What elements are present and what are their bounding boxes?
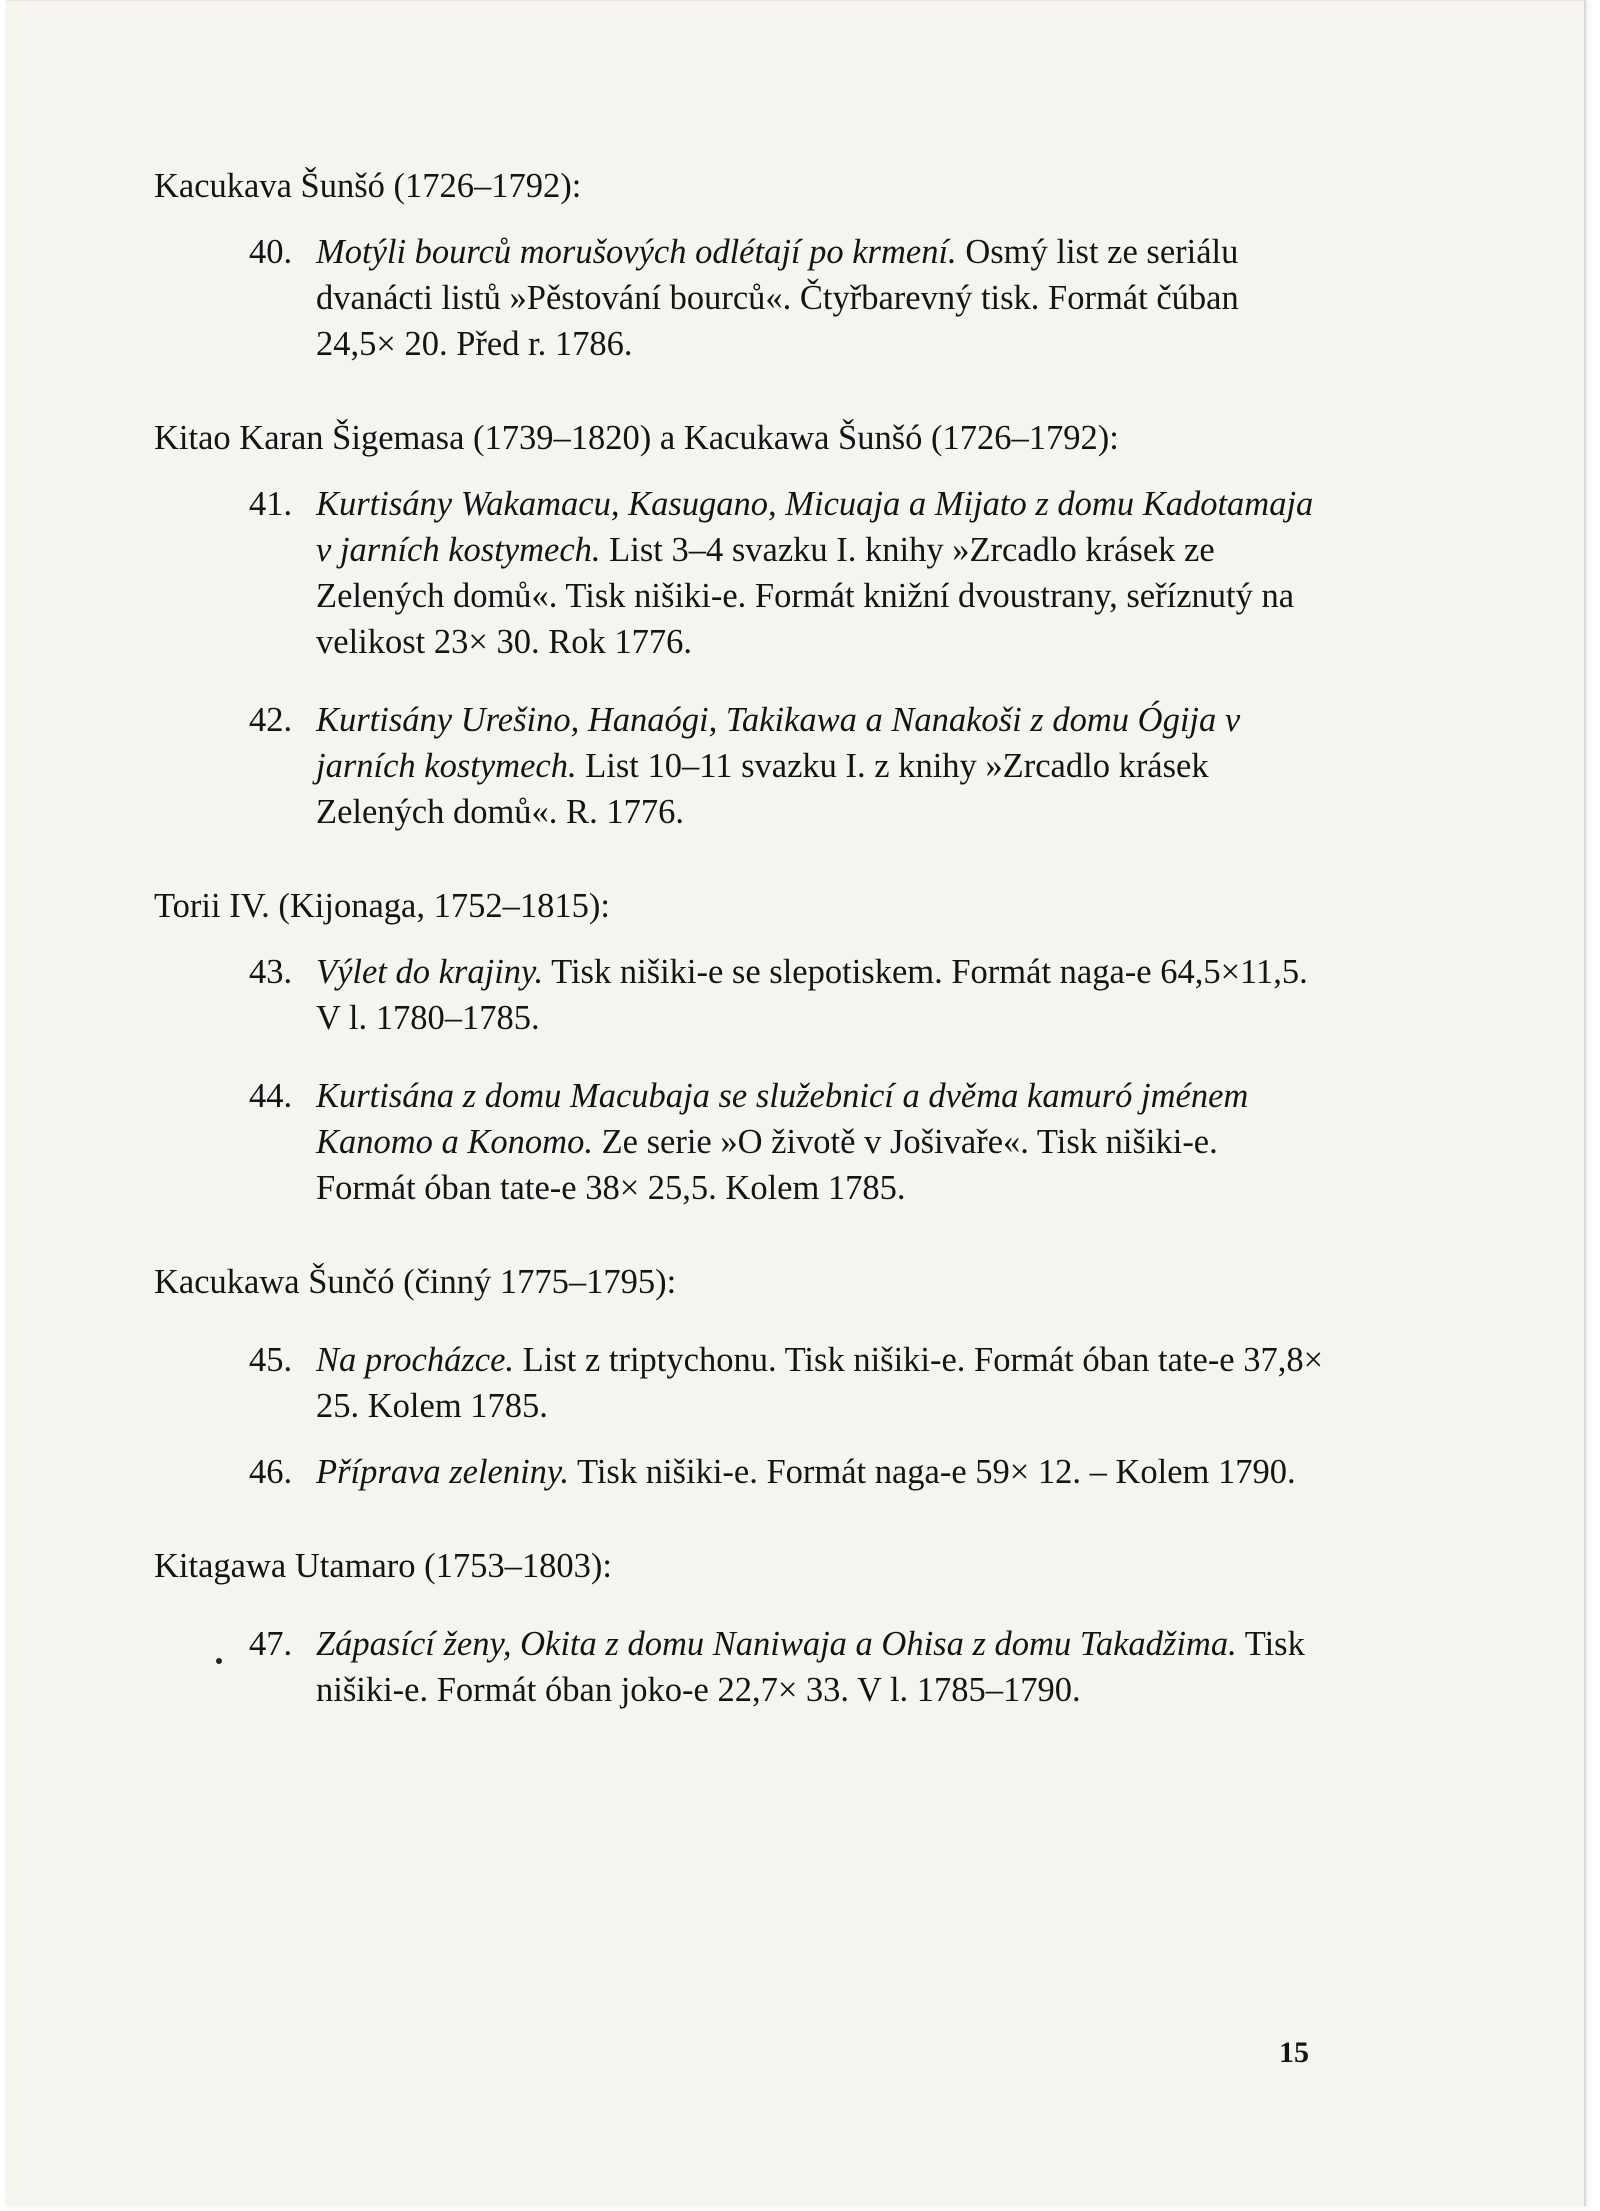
entry-title: Kurtisána z domu Macubaja se služebnicí a dvěma kamuró jménem Kanomo a Konomo. [316,1077,1249,1161]
artist-heading: Kitao Karan Šigemasa (1739–1820) a Kacukawa Šunšó (1726–1792): [154,419,1119,457]
catalog-entry [154,481,1324,665]
entry-title: Kurtisány Urešino, Hanaógi, Takikawa a Nanakoši z domu Ógija v jarních kostymech. [316,701,1241,785]
catalog-entry [154,949,1324,1041]
entry-number: 45. [249,1341,293,1379]
entry-number: 47. [249,1625,293,1663]
entry-title: Kurtisány Wakamacu, Kasugano, Micuaja a Mijato z domu Kadotamaja v jarních kostymech. [316,485,1314,569]
margin-mark [216,1658,222,1664]
page-number: 15 [1279,2036,1309,2069]
entry-number: 41. [249,485,293,523]
book-page [6,0,1586,2206]
entry-title: Zápasící ženy, Okita z domu Naniwaja a Ohisa z domu Takadžima. [316,1625,1237,1663]
artist-heading: Kacukawa Šunčó (činný 1775–1795): [154,1263,677,1301]
entry-description: List z triptychonu. Tisk nišiki-e. Formát óban tate-e 37,8× 25. Kolem 1785. [316,1341,1324,1425]
catalog-entry [154,1449,1324,1495]
entry-title: Příprava zeleniny. [316,1453,569,1491]
entry-title: Motýli bourců morušových odlétají po krmení. [316,233,957,271]
entry-description: Tisk nišiki-e se slepotiskem. Formát naga-e 64,5×11,5. V l. 1780–1785. [316,953,1308,1037]
catalog-entry [154,1621,1324,1713]
entry-number: 46. [249,1453,293,1491]
artist-heading: Kacukava Šunšó (1726–1792): [154,167,582,205]
entry-description: Tisk nišiki-e. Formát naga-e 59× 12. – Kolem 1790. [568,1453,1296,1491]
catalog-entry [154,1337,1324,1429]
entry-title: Na procházce. [316,1341,515,1379]
catalog-entry [154,697,1324,835]
entry-description: List 10–11 svazku I. z knihy »Zrcadlo krásek Zelených domů«. R. 1776. [316,747,1209,831]
catalog-content [154,163,1324,1713]
artist-heading: Kitagawa Utamaro (1753–1803): [154,1547,612,1585]
entry-number: 40. [249,233,293,271]
entry-title: Výlet do krajiny. [316,953,544,991]
artist-heading: Torii IV. (Kijonaga, 1752–1815): [154,887,610,925]
entry-number: 43. [249,953,293,991]
entry-number: 44. [249,1077,293,1115]
catalog-entry [154,1073,1324,1211]
entry-description: Osmý list ze seriálu dvanácti listů »Pěstování bourců«. Čtyřbarevný tisk. Formát čúban 24,5× 20. Před r. 1786. [316,233,1239,363]
entry-description: Tisk nišiki-e. Formát óban joko-e 22,7× 33. V l. 1785–1790. [316,1625,1305,1709]
entry-number: 42. [249,701,293,739]
catalog-entry [154,229,1324,367]
entry-description: List 3–4 svazku I. knihy »Zrcadlo krásek ze Zelených domů«. Tisk nišiki-e. Formát knižní dvoustrany, seříznutý na velikost 23× 30. Rok 1776. [316,531,1295,661]
entry-description: Ze serie »O životě v Jošivaře«. Tisk nišiki-e. Formát óban tate-e 38× 25,5. Kolem 1785. [316,1123,1218,1207]
